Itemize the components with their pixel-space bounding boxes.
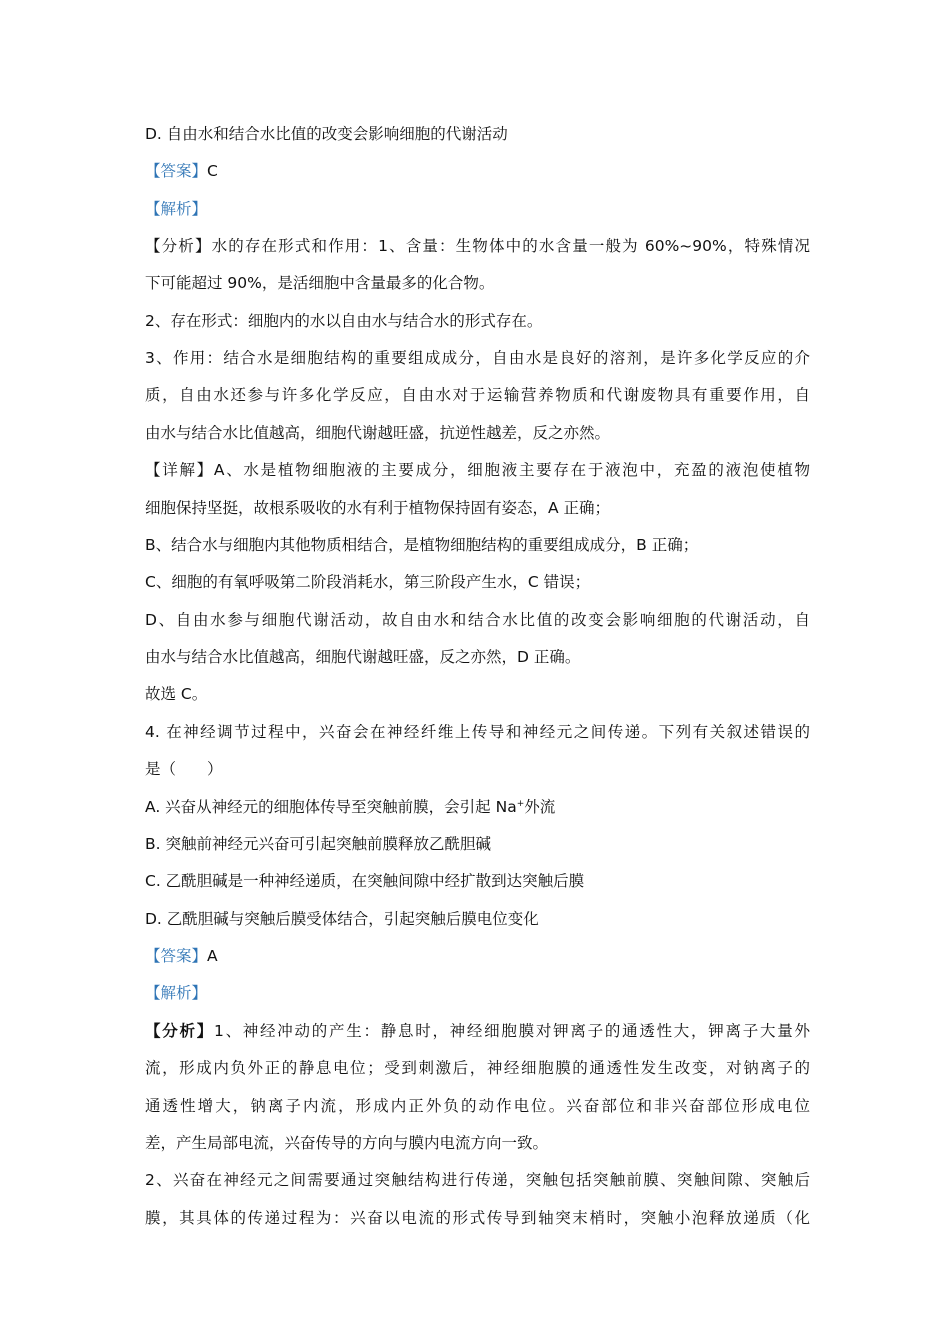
q3-select: 故选 C。 (145, 685, 208, 703)
q4-fenxi-line4: 差，产生局部电流，兴奋传导的方向与膜内电流方向一致。 (145, 1134, 549, 1152)
q3-jiexi-tag: 【解析】 (145, 200, 208, 218)
q4-fenxi-line1 (145, 1020, 810, 1042)
q4-option-a (145, 796, 810, 818)
q3-paragraph-3-line1: 3、作用：结合水是细胞结构的重要组成成分，自由水是良好的溶剂，是许多化学反应的介 (145, 349, 810, 367)
answer-tag: 【答案】 (145, 947, 208, 965)
answer-tag: 【答案】 (145, 162, 208, 180)
q3-answer (145, 160, 810, 182)
q4-answer (145, 945, 810, 967)
q3-fenxi-line2: 下可能超过 90%，是活细胞中含量最多的化合物。 (145, 274, 495, 292)
q3-explain-d-line2: 由水与结合水比值越高，细胞代谢越旺盛，反之亦然，D 正确。 (145, 648, 581, 666)
q4-option-b: B. 突触前神经元兴奋可引起突触前膜释放乙酰胆碱 (145, 835, 491, 853)
answer-value: C (207, 162, 218, 180)
q3-paragraph-3-line2: 质，自由水还参与许多化学反应，自由水对于运输营养物质和代谢废物具有重要作用，自 (145, 386, 810, 404)
fenxi-text: 1、神经冲动的产生：静息时，神经细胞膜对钾离子的通透性大，钾离子大量外 (213, 1022, 810, 1040)
q3-explain-d-line1: D、自由水参与细胞代谢活动，故自由水和结合水比值的改变会影响细胞的代谢活动，自 (145, 611, 810, 629)
q4-paragraph-2-line1: 2、兴奋在神经元之间需要通过突触结构进行传递，突触包括突触前膜、突触间隙、突触后 (145, 1171, 810, 1189)
option-a-sup: + (516, 798, 525, 809)
q4-option-d: D. 乙酰胆碱与突触后膜受体结合，引起突触后膜电位变化 (145, 910, 539, 928)
q4-fenxi-line2: 流，形成内负外正的静息电位；受到刺激后，神经细胞膜的通透性发生改变，对钠离子的 (145, 1059, 810, 1077)
q3-xiangjie-line1 (145, 459, 810, 481)
q3-option-d: D. 自由水和结合水比值的改变会影响细胞的代谢活动 (145, 125, 508, 143)
xiangjie-tag: 【详解】 (145, 461, 214, 479)
answer-value: A (207, 947, 218, 965)
q3-paragraph-3-line3: 由水与结合水比值越高，细胞代谢越旺盛，抗逆性越差，反之亦然。 (145, 424, 611, 442)
fenxi-tag: 【分析】 (145, 1022, 214, 1040)
option-a-text: A. 兴奋从神经元的细胞体传导至突触前膜，会引起 Na (145, 798, 517, 816)
fenxi-tag: 【分析】 (145, 237, 212, 255)
q3-xiangjie-line2: 细胞保持坚挺，故根系吸收的水有利于植物保持固有姿态，A 正确； (145, 499, 611, 517)
q4-paragraph-2-line2: 膜，其具体的传递过程为：兴奋以电流的形式传导到轴突末梢时，突触小泡释放递质（化 (145, 1209, 810, 1227)
q4-stem-line1: 4. 在神经调节过程中，兴奋会在神经纤维上传导和神经元之间传递。下列有关叙述错误的 (145, 723, 810, 741)
option-a-tail: 外流 (524, 798, 556, 816)
q3-paragraph-2: 2、存在形式：细胞内的水以自由水与结合水的形式存在。 (145, 312, 543, 330)
q4-jiexi-tag: 【解析】 (145, 984, 208, 1002)
q4-stem-line2: 是（ ） (145, 760, 223, 778)
q4-option-c: C. 乙酰胆碱是一种神经递质，在突触间隙中经扩散到达突触后膜 (145, 872, 585, 890)
q3-explain-c: C、细胞的有氧呼吸第二阶段消耗水，第三阶段产生水，C 错误； (145, 573, 591, 591)
q4-fenxi-line3: 通透性增大，钠离子内流，形成内正外负的动作电位。兴奋部位和非兴奋部位形成电位 (145, 1097, 810, 1115)
q3-fenxi-line1 (145, 235, 810, 257)
fenxi-text: 水的存在形式和作用：1、含量：生物体中的水含量一般为 60%~90%，特殊情况 (211, 237, 810, 255)
q3-explain-b: B、结合水与细胞内其他物质相结合，是植物细胞结构的重要组成成分，B 正确； (145, 536, 699, 554)
xiangjie-text: A、水是植物细胞液的主要成分，细胞液主要存在于液泡中，充盈的液泡使植物 (213, 461, 810, 479)
